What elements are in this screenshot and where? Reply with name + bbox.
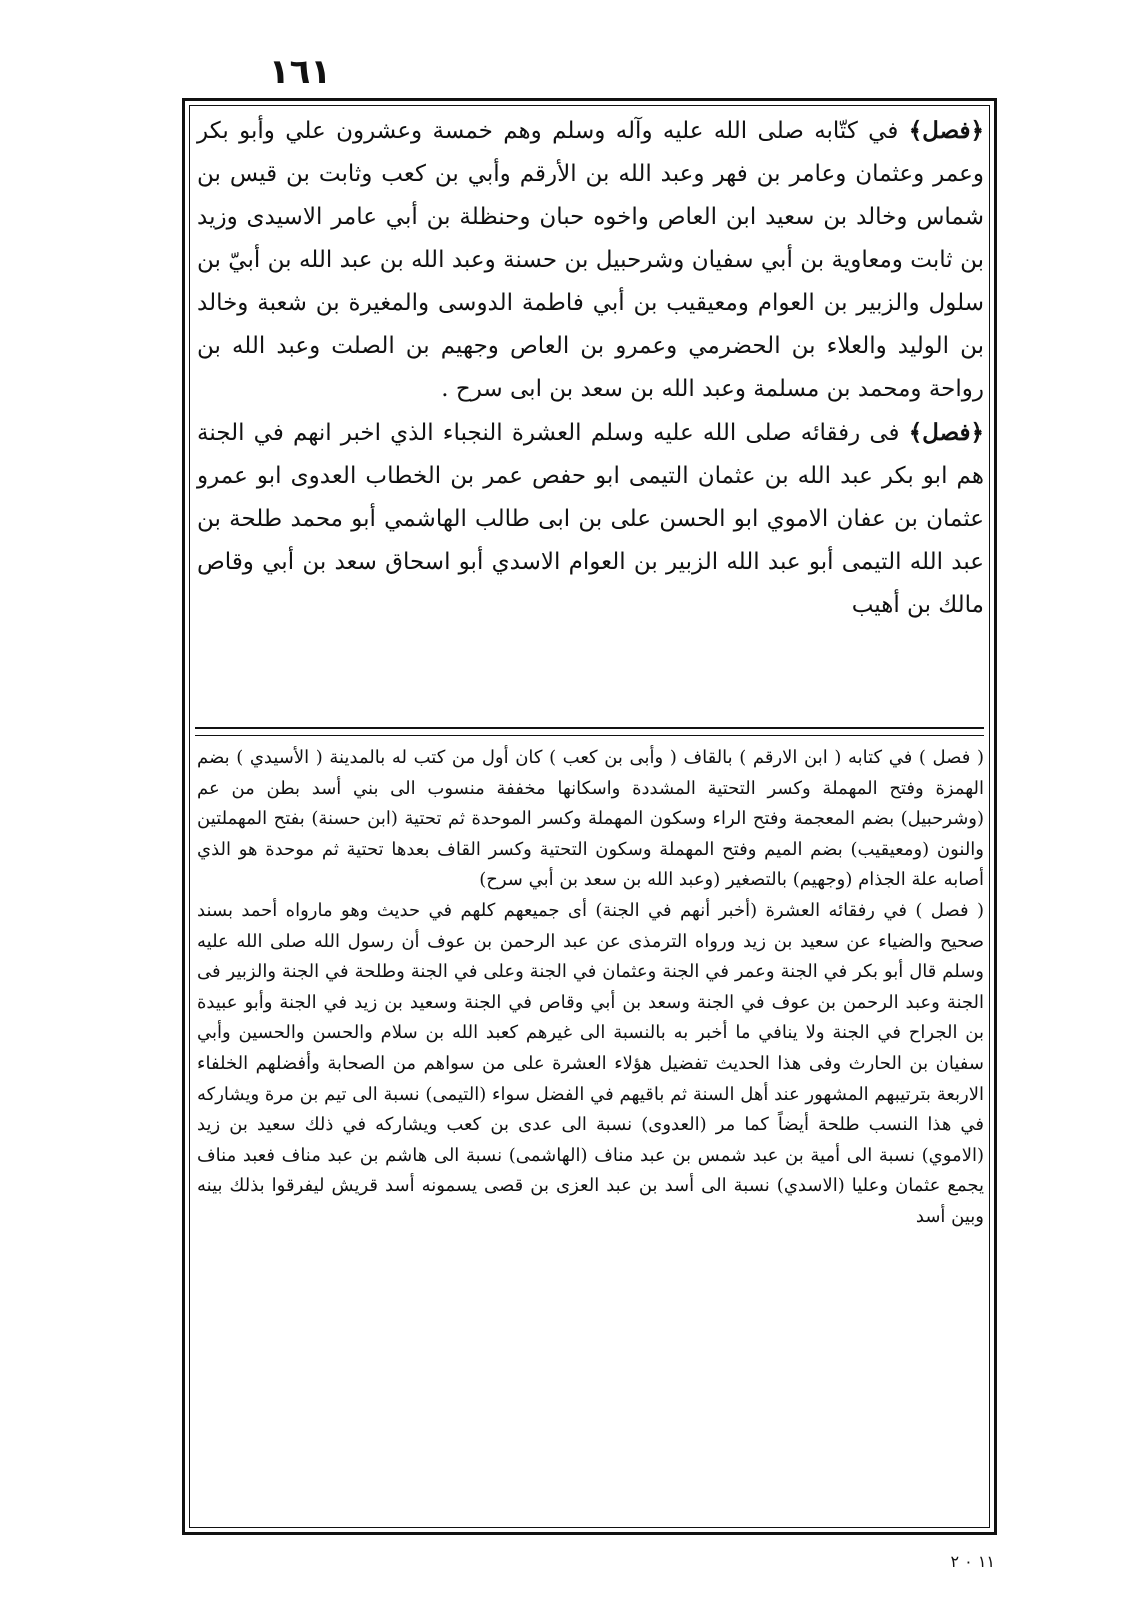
note-2: ( فصل ) في رفقائه العشرة (أخبر أنهم في الجنة) أى جميعهم كلهم في حديث وهو مارواه أحمد بسند صحيح والضياء عن سعيد بن زيد ورواه الترمذى عن عبد الرحمن بن عوف أن رسول الله صلى الله عليه وسلم قال أبو بكر في الجنة وعمر في الجنة وعثمان في الجنة وعلى في الجنة وطلحة في الجنة والزبير فى الجنة وعبد الرحمن بن عوف في الجنة وسعد بن أبي وقاص في الجنة وسعيد بن زيد في الجنة وأبو عبيدة بن الجراح في الجنة ولا ينافي ما أخبر به بالنسبة الى غيرهم كعبد الله بن سلام والحسن والحسين وأبي سفيان بن الحارث وفى هذا الحديث تفضيل هؤلاء العشرة على من سواهم من الصحابة وأفضلهم الخلفاء الاربعة بترتيبهم المشهور عند أهل السنة ثم باقيهم في الفضل سواء (التيمى) نسبة الى تيم بن مرة ويشاركه في هذا النسب طلحة أيضاً كما مر (العدوى) نسبة الى عدى بن كعب ويشاركه في ذلك سعيد بن زيد (الاموي) نسبة الى أمية بن عبد شمس بن عبد مناف (الهاشمى) نسبة الى هاشم بن عبد مناف فعبد مناف يجمع عثمان وعليا (الاسدي) نسبة الى أسد بن عبد العزى بن قصى يسمونه أسد قريش ليفرقوا بذلك بينه وبين أسد bbox=[197, 899, 985, 1227]
printer-signature: ١١ ٠ ٢ bbox=[950, 1552, 995, 1571]
section-text-1: في كتّابه صلى الله عليه وآله وسلم وهم خمسة وعشرون علي وأبو بكر وعمر وعثمان وعامر بن فهر وعبد الله بن الأرقم وأبي بن كعب وثابت بن قيس بن شماس وخالد بن سعيد ابن العاص واخوه حبان وحنظلة بن أبي عامر الاسيدى وزيد بن ثابت ومعاوية بن أبي سفيان وشرحبيل بن حسنة وعبد الله بن عبد الله بن أبيّ بن سلول والزبير بن العوام ومعيقيب بن أبي فاطمة الدوسى والمغيرة بن شعبة وخالد بن الوليد والعلاء بن الحضرمي وعمرو بن العاص وجهيم بن الصلت وعبد الله بن رواحة ومحمد بن مسلمة وعبد الله بن سعد بن ابى سرح . bbox=[197, 118, 984, 402]
main-section-2 bbox=[197, 411, 984, 627]
section-text-2: فى رفقائه صلى الله عليه وسلم العشرة النجباء الذي اخبر انهم في الجنة هم ابو بكر عبد الله بن عثمان التيمى ابو حفص عمر بن الخطاب العدوى ابو عمرو عثمان بن عفان الاموي ابو الحسن على بن ابى طالب الهاشمي أبو محمد طلحة بن عبد الله التيمى أبو عبد الله الزبير بن العوام الاسدي أبو اسحاق سعد بن أبي وقاص مالك بن أهيب bbox=[197, 420, 984, 618]
page-frame bbox=[182, 98, 997, 1535]
section-label-1: ﴿فصل﴾ bbox=[908, 117, 984, 144]
main-section-1 bbox=[197, 109, 984, 411]
commentary-notes bbox=[197, 743, 984, 1233]
note-1: ( فصل ) في كتابه ( ابن الارقم ) بالقاف ( وأبى بن كعب ) كان أول من كتب له بالمدينة ( الأسيدي ) بضم الهمزة وفتح المهملة وكسر التحتية المشددة واسكانها مخففة منسوب الى بني أسد بطن من عم (وشرحبيل) بضم المعجمة وفتح الراء وسكون المهملة وكسر الموحدة ثم تحتية (ابن حسنة) بفتح المهملتين والنون (ومعيقيب) بضم الميم وفتح المهملة وسكون التحتية وكسر القاف بعدها تحتية ثم موحدة هو الذي أصابه علة الجذام (وجهيم) بالتصغير (وعبد الله بن سعد بن أبي سرح) bbox=[197, 747, 985, 891]
page-number: ١٦١ bbox=[268, 52, 332, 92]
notes-divider bbox=[195, 727, 984, 736]
section-label-2: ﴿فصل﴾ bbox=[908, 419, 984, 446]
main-text bbox=[197, 109, 984, 627]
